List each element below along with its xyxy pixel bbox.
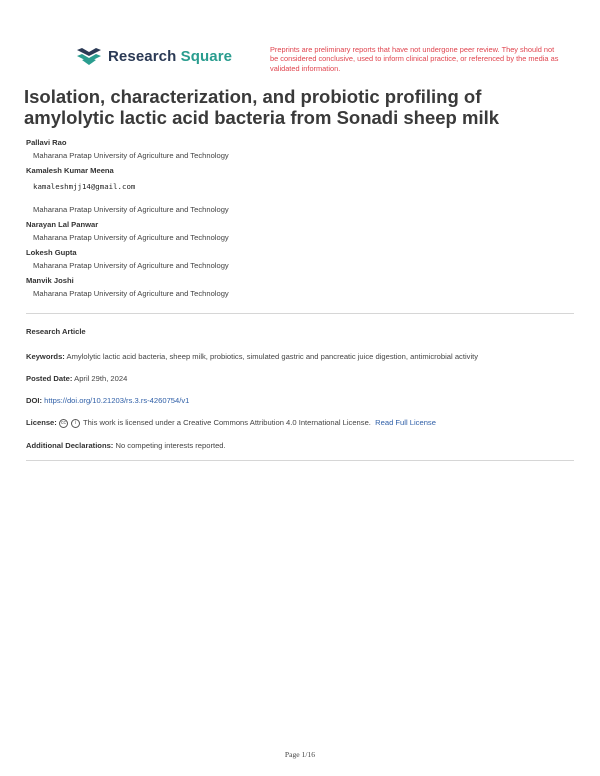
logo-text [108, 48, 232, 65]
author-entry [26, 138, 566, 161]
attribution-icon: i [71, 419, 80, 428]
author-list [26, 138, 566, 304]
author-name[interactable]: Pallavi Rao [26, 138, 67, 147]
author-affiliation: Maharana Pratap University of Agriculture and Technology [33, 289, 229, 298]
page-number: Page 1/16 [284, 750, 316, 759]
doi-label: DOI: [26, 396, 43, 405]
posted-date-value: April 29th, 2024 [74, 374, 128, 383]
research-square-logo[interactable] [76, 46, 232, 66]
doi-row [26, 396, 576, 406]
declarations-label: Additional Declarations: [26, 441, 114, 450]
license-label: License: [26, 418, 57, 427]
logo-word-square: Square [180, 47, 233, 65]
article-type-label: Research Article [26, 327, 86, 336]
declarations-row [26, 441, 576, 451]
research-square-logo-icon [76, 46, 102, 66]
section-divider [26, 460, 574, 461]
author-entry [26, 166, 566, 215]
section-divider [26, 313, 574, 314]
paper-title: Isolation, characterization, and probiotic profiling of amylolytic lactic acid bacteria from Sonadi sheep milk [24, 86, 500, 128]
license-row [26, 418, 576, 428]
author-name[interactable]: Narayan Lal Panwar [26, 220, 99, 229]
read-full-license-link[interactable]: Read Full License [375, 418, 436, 427]
creative-commons-icon: cc [60, 419, 66, 426]
posted-date-label: Posted Date: [26, 374, 73, 383]
declarations-value: No competing interests reported. [115, 441, 226, 450]
author-email[interactable]: kamaleshmjj14@gmail.com [33, 182, 136, 191]
posted-date-row [26, 374, 576, 384]
author-affiliation: Maharana Pratap University of Agriculture and Technology [33, 233, 229, 242]
preprint-disclaimer: Preprints are preliminary reports that have not undergone peer review. They should not be considered conclusive, used to inform clinical practice, or referenced by the media as validated information. [270, 45, 559, 73]
author-affiliation: Maharana Pratap University of Agriculture and Technology [33, 261, 229, 270]
keywords-label: Keywords: [26, 352, 65, 361]
author-affiliation: Maharana Pratap University of Agriculture and Technology [33, 151, 229, 160]
author-name[interactable]: Manvik Joshi [26, 276, 74, 285]
author-entry [26, 220, 566, 243]
license-text: This work is licensed under a Creative Commons Attribution 4.0 International License. [83, 418, 371, 427]
author-entry [26, 248, 566, 271]
author-affiliation: Maharana Pratap University of Agriculture and Technology [33, 205, 229, 214]
author-entry [26, 276, 566, 299]
keywords-value: Amylolytic lactic acid bacteria, sheep milk, probiotics, simulated gastric and pancreatic juice digestion, antimicrobial activity [66, 352, 479, 361]
author-name[interactable]: Kamalesh Kumar Meena [26, 166, 114, 175]
logo-word-research: Research [108, 47, 177, 65]
author-name[interactable]: Lokesh Gupta [26, 248, 77, 257]
doi-link[interactable]: https://doi.org/10.21203/rs.3.rs-4260754/v1 [44, 396, 190, 405]
article-type [26, 327, 576, 337]
keywords-row [26, 352, 576, 362]
